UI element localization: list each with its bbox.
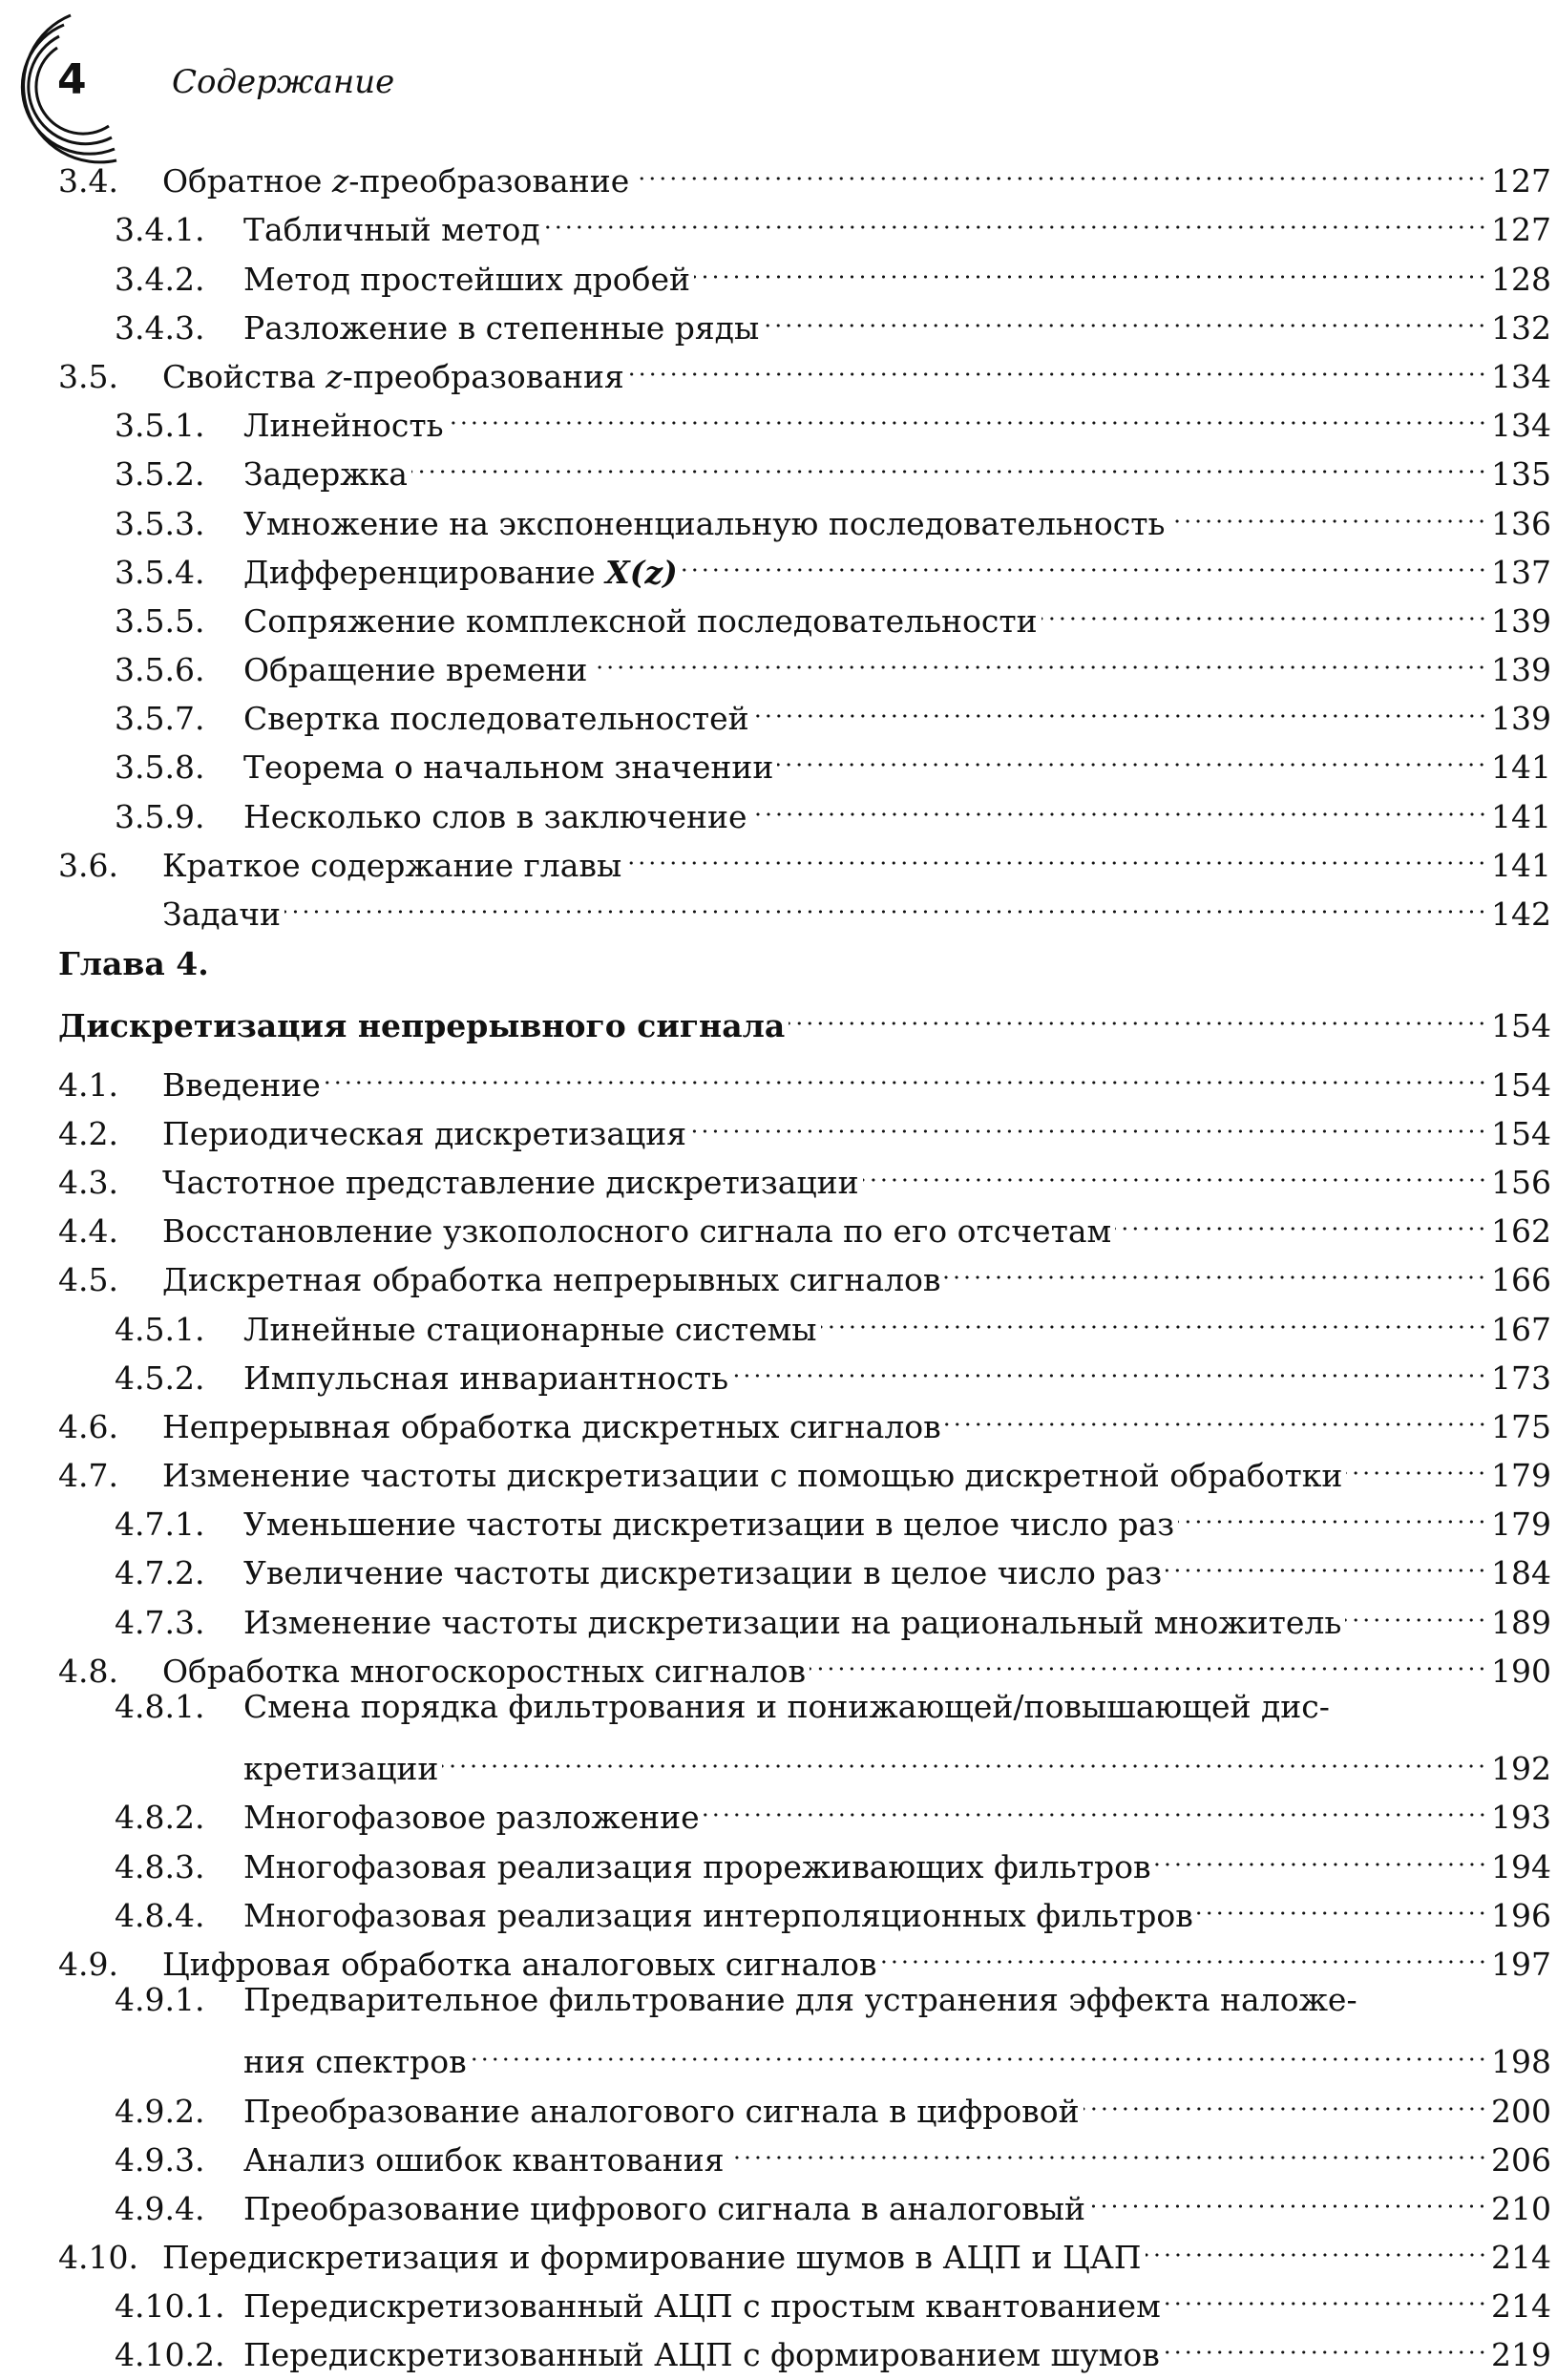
entry-number: 4.5.: [58, 1261, 118, 1299]
entry-title: [243, 694, 749, 743]
entry-title-continuation: ния спектров: [243, 2043, 467, 2081]
title-segment: Цифровая обработка аналоговых сигналов: [162, 1945, 877, 1983]
dot-leader: [1115, 1193, 1487, 1242]
entry-number: 3.5.7.: [115, 700, 205, 738]
title-segment: Линейные стационарные системы: [243, 1310, 817, 1348]
dot-leader: [411, 436, 1487, 485]
entry-title: [243, 255, 690, 304]
entry-number: 4.2.: [58, 1114, 118, 1152]
dot-leader: [732, 1340, 1487, 1389]
entry-title: [243, 645, 587, 694]
entry-title: [243, 205, 540, 254]
math-expression: X(z): [605, 553, 678, 591]
dot-leader: [1155, 1828, 1487, 1877]
entry-number: 3.5.5.: [115, 601, 205, 640]
dot-leader: [1197, 1878, 1487, 1927]
dot-leader: [325, 1046, 1487, 1095]
page-ref: 214: [1491, 2287, 1551, 2326]
title-segment: Разложение в степенные ряды: [243, 308, 760, 347]
entry-number: 4.6.: [58, 1407, 118, 1445]
entry-number: 4.8.: [58, 1652, 118, 1690]
entry-number: 3.4.3.: [115, 308, 205, 347]
title-segment: Уменьшение частоты дискретизации в целое число раз: [243, 1506, 1175, 1544]
dot-leader: [704, 1780, 1487, 1828]
page-ref: 127: [1491, 211, 1551, 249]
toc-entry-continuation: [58, 1731, 1551, 1788]
page-ref: 198: [1491, 2043, 1551, 2081]
entry-title: [162, 1451, 1342, 1500]
entry-number: 3.5.1.: [115, 407, 205, 445]
spacer: [58, 925, 1551, 939]
title-segment: Увеличение частоты дискретизации в целое число раз: [243, 1554, 1163, 1592]
page-ref: 219: [1491, 2336, 1551, 2374]
page-ref: 194: [1491, 1847, 1551, 1885]
page-ref: 197: [1491, 1945, 1551, 1983]
entry-title: [162, 1158, 859, 1207]
entry-number: 4.9.3.: [115, 2140, 205, 2179]
entry-title: [162, 1109, 686, 1158]
page-ref: 196: [1491, 1896, 1551, 1934]
dot-leader: [591, 632, 1487, 681]
dot-leader: [1346, 1438, 1487, 1486]
title-segment: Задачи: [162, 895, 282, 933]
entry-title: [58, 1001, 785, 1050]
page-ref: 154: [1491, 1065, 1551, 1104]
dot-leader: [544, 192, 1487, 241]
title-segment: Анализ ошибок квантования: [243, 2140, 725, 2179]
page-number: 4: [57, 55, 87, 104]
entry-title: [243, 1354, 728, 1402]
title-segment: Непрерывная обработка дискретных сигналов: [162, 1407, 941, 1445]
title-segment: Краткое содержание главы: [162, 846, 622, 884]
title-segment: Несколько слов в заключение: [243, 797, 747, 835]
entry-number: 4.10.2.: [115, 2336, 225, 2374]
title-segment: Передискретизация и формирование шумов в АЦП и ЦАП: [162, 2239, 1142, 2277]
entry-title: [243, 450, 408, 498]
chapter-label: Глава 4.: [58, 945, 209, 982]
entry-number: 4.1.: [58, 1065, 118, 1104]
title-segment: Дискретизация непрерывного сигнала: [58, 1007, 786, 1045]
entry-number: 4.7.: [58, 1457, 118, 1495]
entry-title: [243, 743, 773, 791]
dot-leader: [789, 988, 1487, 1037]
entry-number: 3.4.1.: [115, 211, 205, 249]
page-ref: 141: [1491, 846, 1551, 884]
entry-number: 4.9.2.: [115, 2092, 205, 2130]
dot-leader: [1178, 1486, 1487, 1535]
dot-leader: [751, 778, 1487, 827]
entry-number: 4.7.3.: [115, 1603, 205, 1641]
page-ref: 139: [1491, 700, 1551, 738]
entry-number: 4.5.2.: [115, 1358, 205, 1397]
page-ref: 154: [1491, 1007, 1551, 1045]
entry-title-continuation: кретизации: [243, 1750, 439, 1788]
page-ref: 134: [1491, 357, 1551, 395]
entry-number: 3.6.: [58, 846, 118, 884]
page-ref: 128: [1491, 260, 1551, 298]
entry-number: 4.8.2.: [115, 1799, 205, 1837]
table-of-contents: [58, 143, 1551, 2374]
entry-number: 4.8.1.: [115, 1687, 205, 1725]
dot-leader: [881, 1927, 1487, 1975]
page-ref: 132: [1491, 308, 1551, 347]
dot-leader: [1345, 1584, 1487, 1632]
page-ref: 214: [1491, 2239, 1551, 2277]
dot-leader: [863, 1145, 1487, 1193]
title-segment: Свертка последовательностей: [243, 700, 749, 738]
title-segment: Задержка: [243, 455, 408, 494]
entry-number: 4.8.3.: [115, 1847, 205, 1885]
entry-number: 4.4.: [58, 1212, 118, 1251]
dot-leader: [682, 535, 1487, 583]
title-segment: Многофазовая реализация интерполяционных фильтров: [243, 1896, 1193, 1934]
page-ref: 127: [1491, 162, 1551, 200]
dot-leader: [442, 1731, 1487, 1780]
title-segment: Теорема о начальном значении: [243, 748, 774, 787]
title-segment: Многофазовая реализация прореживающих фильтров: [243, 1847, 1151, 1885]
entry-number: 4.7.2.: [115, 1554, 205, 1592]
dot-leader: [763, 290, 1487, 339]
entry-title: [243, 1500, 1174, 1548]
entry-number: 4.9.: [58, 1945, 118, 1983]
entry-number: 3.5.2.: [115, 455, 205, 494]
dot-leader: [1164, 2317, 1487, 2366]
entry-title: [243, 2282, 1161, 2330]
entry-number: 3.5.6.: [115, 651, 205, 689]
page-ref: 179: [1491, 1457, 1551, 1495]
entry-number: 4.3.: [58, 1163, 118, 1201]
page-ref: 210: [1491, 2189, 1551, 2227]
dot-leader: [1146, 2220, 1487, 2268]
page-ref: 192: [1491, 1750, 1551, 1788]
title-segment: Многофазовое разложение: [243, 1799, 700, 1837]
entry-title: [243, 2184, 1085, 2233]
entry-number: 3.4.: [58, 162, 118, 200]
entry-number: 4.10.: [58, 2239, 138, 2277]
dot-leader: [694, 241, 1487, 289]
page-ref: 190: [1491, 1652, 1551, 1690]
dot-leader: [1042, 583, 1487, 632]
dot-leader: [690, 1096, 1487, 1145]
dot-leader: [821, 1291, 1487, 1339]
title-segment: Табличный метод: [243, 211, 540, 249]
page-ref: 156: [1491, 1163, 1551, 1201]
title-segment: Умножение на экспоненциальную последовательность: [243, 504, 1166, 542]
title-segment: -преобразования: [342, 357, 624, 395]
title-segment: Смена порядка фильтрования и понижающей/повышающей дис-: [243, 1687, 1330, 1725]
entry-number: 4.8.4.: [115, 1896, 205, 1934]
page-ref: 141: [1491, 797, 1551, 835]
entry-number: 3.5.9.: [115, 797, 205, 835]
dot-leader: [1084, 2073, 1487, 2121]
title-segment: z: [331, 162, 349, 200]
title-segment: z: [326, 357, 343, 395]
page-ref: 137: [1491, 553, 1551, 591]
dot-leader: [633, 143, 1487, 192]
title-segment: Линейность: [243, 407, 444, 445]
dot-leader: [753, 681, 1487, 729]
page-ref: 179: [1491, 1506, 1551, 1544]
title-segment: Преобразование аналогового сигнала в цифровой: [243, 2092, 1080, 2130]
entry-title: [243, 2136, 725, 2184]
page-ref: 175: [1491, 1407, 1551, 1445]
dot-leader: [944, 1242, 1487, 1291]
title-segment: Обратное: [162, 162, 332, 200]
entry-title: [162, 1402, 941, 1451]
running-title: Содержание: [172, 63, 395, 101]
page-ref: 136: [1491, 504, 1551, 542]
entry-title: [243, 1975, 1357, 2024]
entry-title: [243, 2330, 1160, 2379]
title-segment: Периодическая дискретизация: [162, 1114, 687, 1152]
toc-entry: [58, 1975, 1551, 2024]
dot-leader: [728, 2122, 1487, 2171]
title-segment: Дискретная обработка непрерывных сигналов: [162, 1261, 941, 1299]
entry-title: [243, 1793, 700, 1842]
dot-leader: [1168, 485, 1487, 534]
entry-number: 4.10.1.: [115, 2287, 225, 2326]
page-ref: 154: [1491, 1114, 1551, 1152]
title-segment: Импульсная инвариантность: [243, 1358, 729, 1397]
page-ref: 167: [1491, 1310, 1551, 1348]
page-ref: 173: [1491, 1358, 1551, 1397]
dot-leader: [448, 388, 1487, 436]
dot-leader: [628, 339, 1487, 388]
page-ref: 189: [1491, 1603, 1551, 1641]
title-segment: Сопряжение комплексной последовательности: [243, 601, 1038, 640]
entry-title: [162, 890, 281, 938]
title-segment: Дифференцирование: [243, 553, 606, 591]
page-ref: 184: [1491, 1554, 1551, 1592]
page-ref: 162: [1491, 1212, 1551, 1251]
title-segment: Изменение частоты дискретизации на рациональный множитель: [243, 1603, 1342, 1641]
dot-leader: [777, 729, 1487, 778]
page-ref: 200: [1491, 2092, 1551, 2130]
entry-number: 3.5.3.: [115, 504, 205, 542]
dot-leader: [1089, 2171, 1487, 2220]
page-ref: 141: [1491, 748, 1551, 787]
page-ref: 193: [1491, 1799, 1551, 1837]
dot-leader: [284, 876, 1487, 925]
dot-leader: [1166, 1535, 1487, 1584]
title-segment: Обращение времени: [243, 651, 588, 689]
toc-entry-continuation: [58, 2024, 1551, 2081]
toc-entry: [58, 143, 1551, 200]
title-segment: Свойства: [162, 357, 326, 395]
title-segment: Метод простейших дробей: [243, 260, 690, 298]
dot-leader: [810, 1633, 1487, 1682]
title-segment: Передискретизованный АЦП с простым квантованием: [243, 2287, 1161, 2326]
page-ref: 139: [1491, 651, 1551, 689]
title-segment: -преобразование: [348, 162, 630, 200]
entry-number: 3.4.2.: [115, 260, 205, 298]
page-ref: 135: [1491, 455, 1551, 494]
entry-number: 4.9.4.: [115, 2189, 205, 2227]
toc-entry: [58, 1682, 1551, 1731]
entry-number: 4.5.1.: [115, 1310, 205, 1348]
dot-leader: [945, 1389, 1487, 1438]
title-segment: Изменение частоты дискретизации с помощью дискретной обработки: [162, 1457, 1343, 1495]
entry-title: [243, 1548, 1162, 1597]
entry-title: [243, 1305, 817, 1354]
entry-title: [162, 1061, 321, 1109]
entry-title: [162, 2233, 1142, 2282]
dot-leader: [625, 828, 1487, 876]
title-segment: Предварительное фильтрование для устранения эффекта наложе-: [243, 1980, 1357, 2018]
entry-number: 4.9.1.: [115, 1980, 205, 2018]
entry-number: 3.5.8.: [115, 748, 205, 787]
entry-number: 4.7.1.: [115, 1506, 205, 1544]
title-segment: Восстановление узкополосного сигнала по его отсчетам: [162, 1212, 1112, 1251]
page-ref: 206: [1491, 2140, 1551, 2179]
entry-number: 3.5.4.: [115, 553, 205, 591]
title-segment: Передискретизованный АЦП с формированием шумов: [243, 2336, 1160, 2374]
title-segment: Обработка многоскоростных сигналов: [162, 1652, 807, 1690]
dot-leader: [1165, 2268, 1487, 2317]
title-segment: Частотное представление дискретизации: [162, 1163, 859, 1201]
chapter-label-row: [58, 939, 1551, 988]
title-segment: Введение: [162, 1065, 321, 1104]
page-ref: 166: [1491, 1261, 1551, 1299]
entry-title: [243, 1843, 1151, 1891]
entry-number: 3.5.: [58, 357, 118, 395]
toc-entry: [58, 1046, 1551, 1104]
entry-title: [243, 1682, 1330, 1731]
title-segment: Преобразование цифрового сигнала в аналоговый: [243, 2189, 1086, 2227]
page-ref: 134: [1491, 407, 1551, 445]
page-ref: 139: [1491, 601, 1551, 640]
page-ref: 142: [1491, 895, 1551, 933]
dot-leader: [471, 2024, 1487, 2073]
entry-title: [243, 548, 678, 597]
chapter-title-row: [58, 988, 1551, 1045]
